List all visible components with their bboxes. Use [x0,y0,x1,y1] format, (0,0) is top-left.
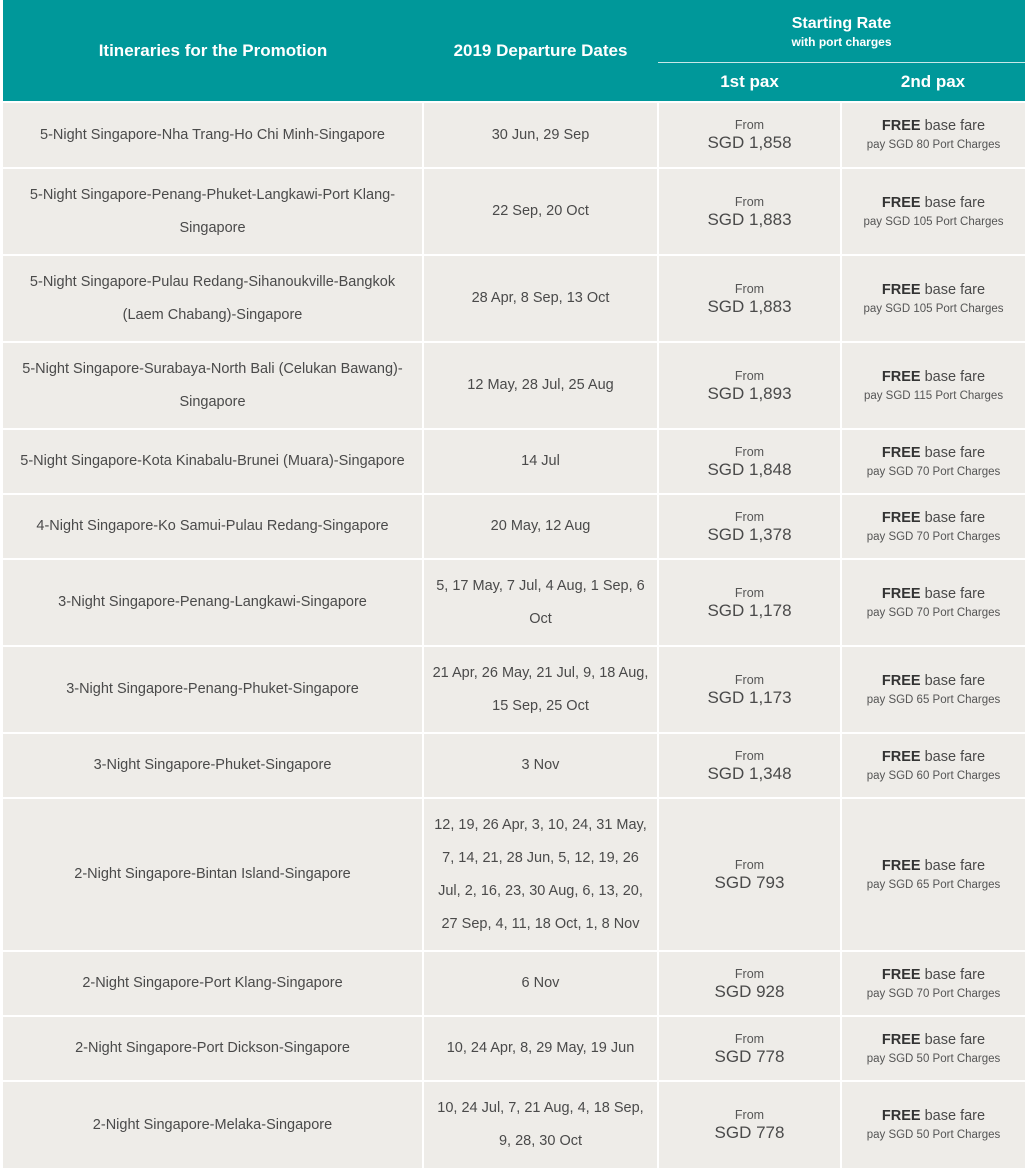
port-charges: pay SGD 50 Port Charges [866,1129,1001,1141]
port-charges: pay SGD 60 Port Charges [866,769,1001,782]
second-pax-cell [841,1016,1025,1081]
free-label: FREE [881,118,921,134]
departure-dates: 10, 24 Jul, 7, 21 Aug, 4, 18 Sep, 9, 28, 30 Oct [437,1100,644,1149]
first-pax-cell [658,1016,841,1081]
free-base-fare [848,856,1019,876]
first-pax-price: SGD 1,883 [707,296,792,316]
itinerary-name: 5-Night Singapore-Nha Trang-Ho Chi Minh-Singapore [40,126,385,143]
from-label: From [734,672,765,687]
port-charges: pay SGD 80 Port Charges [866,139,1001,151]
itinerary-name: 4-Night Singapore-Ko Samui-Pulau Redang-Singapore [36,518,389,534]
base-fare-label: base fare [920,585,986,602]
itinerary-name: 5-Night Singapore-Kota Kinabalu-Brunei (Muara)-Singapore [20,453,405,469]
header-itineraries: Itineraries for the Promotion [3,0,423,102]
free-label: FREE [881,368,921,385]
departure-dates-cell [423,798,658,951]
table-row [3,102,1025,168]
second-pax-cell [841,255,1025,342]
free-base-fare [848,193,1019,213]
from-label: From [734,118,765,132]
first-pax-price: SGD 1,348 [707,763,792,783]
departure-dates-cell [423,733,658,798]
table-header [3,0,1025,102]
itinerary-name: 3-Night Singapore-Phuket-Singapore [93,757,332,773]
itinerary-name: 2-Night Singapore-Bintan Island-Singapore [74,866,351,882]
departure-dates: 21 Apr, 26 May, 21 Jul, 9, 18 Aug, 15 Sep, 25 Oct [432,664,649,714]
free-label: FREE [881,672,921,689]
free-label: FREE [881,444,921,461]
first-pax-cell [658,798,841,951]
first-pax-cell [658,102,841,168]
base-fare-label: base fare [920,118,986,134]
port-charges: pay SGD 70 Port Charges [866,465,1001,478]
from-label: From [734,1108,765,1122]
table-row [3,646,1025,733]
first-pax-cell [658,429,841,494]
starting-rate-subtitle: with port charges [791,34,892,49]
first-pax-cell [658,342,841,429]
itinerary-cell [3,255,423,342]
first-pax-price: SGD 1,173 [707,687,792,707]
first-pax-cell [658,168,841,255]
table-row [3,168,1025,255]
second-pax-cell [841,733,1025,798]
first-pax-cell [658,559,841,646]
free-base-fare [848,747,1019,767]
free-label: FREE [881,509,921,526]
free-label: FREE [881,585,921,602]
table-row [3,1081,1025,1168]
first-pax-price: SGD 928 [714,981,785,1001]
departure-dates-cell [423,102,658,168]
itinerary-cell [3,102,423,168]
free-base-fare [848,508,1019,528]
table-row [3,951,1025,1016]
itinerary-name: 5-Night Singapore-Surabaya-North Bali (Celukan Bawang)-Singapore [22,360,403,410]
base-fare-label: base fare [920,281,986,298]
free-base-fare [848,280,1019,300]
itinerary-name: 3-Night Singapore-Penang-Langkawi-Singapore [58,594,367,610]
base-fare-label: base fare [920,672,986,689]
header-2nd-pax: 2nd pax [841,62,1025,102]
second-pax-cell [841,646,1025,733]
first-pax-price: SGD 793 [714,872,785,892]
header-starting-rate [658,0,1025,62]
first-pax-price: SGD 1,893 [707,383,792,403]
second-pax-cell [841,342,1025,429]
itinerary-cell [3,559,423,646]
departure-dates-cell [423,342,658,429]
free-label: FREE [881,1108,921,1124]
table-row [3,1016,1025,1081]
free-base-fare [848,443,1019,463]
from-label: From [734,585,765,600]
port-charges: pay SGD 105 Port Charges [863,215,1004,228]
from-label: From [734,1031,765,1046]
second-pax-cell [841,494,1025,559]
departure-dates: 12, 19, 26 Apr, 3, 10, 24, 31 May, 7, 14, 21, 28 Jun, 5, 12, 19, 26 Jul, 2, 16, 23, 30 Aug, 6, 13, 20, 27 Sep, 4, 11, 18 Oct, 1, 8 Nov [434,816,647,932]
first-pax-cell [658,494,841,559]
departure-dates-cell [423,559,658,646]
departure-dates-cell [423,429,658,494]
base-fare-label: base fare [920,194,986,211]
departure-dates: 30 Jun, 29 Sep [491,126,590,143]
table-row [3,429,1025,494]
departure-dates: 28 Apr, 8 Sep, 13 Oct [471,290,610,306]
free-label: FREE [881,748,921,765]
from-label: From [734,857,765,872]
departure-dates: 20 May, 12 Aug [490,518,591,534]
itinerary-name: 5-Night Singapore-Penang-Phuket-Langkawi-Port Klang-Singapore [29,186,396,236]
base-fare-label: base fare [920,509,986,526]
base-fare-label: base fare [920,444,986,461]
free-label: FREE [881,194,921,211]
first-pax-cell [658,1081,841,1168]
itinerary-cell [3,733,423,798]
first-pax-cell [658,646,841,733]
port-charges: pay SGD 115 Port Charges [863,389,1004,402]
departure-dates-cell [423,1016,658,1081]
itinerary-cell [3,342,423,429]
from-label: From [734,368,765,383]
free-label: FREE [881,1031,921,1048]
second-pax-cell [841,951,1025,1016]
departure-dates-cell [423,494,658,559]
departure-dates-cell [423,646,658,733]
itinerary-cell [3,494,423,559]
table-body [3,102,1025,1168]
table-row [3,733,1025,798]
free-base-fare [848,367,1019,387]
port-charges: pay SGD 70 Port Charges [866,530,1001,543]
port-charges: pay SGD 50 Port Charges [866,1052,1001,1065]
table-row [3,559,1025,646]
free-base-fare [848,1030,1019,1050]
itinerary-cell [3,168,423,255]
free-label: FREE [881,966,921,983]
first-pax-price: SGD 1,178 [707,600,792,620]
itinerary-name: 5-Night Singapore-Pulau Redang-Sihanoukville-Bangkok (Laem Chabang)-Singapore [29,273,396,323]
free-label: FREE [881,281,921,298]
itinerary-name: 2-Night Singapore-Port Klang-Singapore [82,975,343,991]
second-pax-cell [841,168,1025,255]
from-label: From [734,509,765,524]
from-label: From [734,444,765,459]
departure-dates-cell [423,951,658,1016]
itinerary-cell [3,1081,423,1168]
promotion-table-wrapper [3,0,1025,1168]
header-departure-dates: 2019 Departure Dates [423,0,658,102]
port-charges: pay SGD 65 Port Charges [866,878,1001,891]
port-charges: pay SGD 70 Port Charges [866,606,1001,619]
promotion-table [3,0,1025,1168]
second-pax-cell [841,102,1025,168]
from-label: From [734,281,765,296]
table-row [3,494,1025,559]
itinerary-cell [3,646,423,733]
second-pax-cell [841,1081,1025,1168]
second-pax-cell [841,798,1025,951]
departure-dates-cell [423,168,658,255]
base-fare-label: base fare [920,368,986,385]
first-pax-price: SGD 1,883 [707,209,792,229]
free-base-fare [848,116,1019,136]
port-charges: pay SGD 105 Port Charges [863,302,1004,315]
base-fare-label: base fare [920,1031,986,1048]
itinerary-cell [3,951,423,1016]
free-base-fare [848,671,1019,691]
header-1st-pax: 1st pax [658,62,841,102]
first-pax-price: SGD 1,858 [707,133,792,152]
from-label: From [734,748,765,763]
departure-dates: 6 Nov [521,975,560,991]
departure-dates: 14 Jul [521,453,560,469]
starting-rate-title: Starting Rate [791,14,892,32]
first-pax-price: SGD 778 [714,1046,785,1066]
departure-dates: 12 May, 28 Jul, 25 Aug [467,377,614,393]
itinerary-cell [3,1016,423,1081]
first-pax-price: SGD 1,848 [707,459,792,479]
itinerary-name: 2-Night Singapore-Melaka-Singapore [92,1116,333,1133]
first-pax-price: SGD 1,378 [707,524,792,544]
base-fare-label: base fare [920,966,986,983]
first-pax-cell [658,951,841,1016]
from-label: From [734,966,765,981]
departure-dates: 10, 24 Apr, 8, 29 May, 19 Jun [446,1040,635,1056]
free-base-fare [848,1106,1019,1126]
table-row [3,255,1025,342]
first-pax-cell [658,255,841,342]
departure-dates: 5, 17 May, 7 Jul, 4 Aug, 1 Sep, 6 Oct [436,577,645,627]
base-fare-label: base fare [920,748,986,765]
base-fare-label: base fare [920,1108,986,1124]
base-fare-label: base fare [920,857,986,874]
departure-dates: 3 Nov [521,757,560,773]
itinerary-name: 2-Night Singapore-Port Dickson-Singapore [75,1040,350,1056]
second-pax-cell [841,559,1025,646]
from-label: From [734,194,765,209]
first-pax-cell [658,733,841,798]
table-row [3,342,1025,429]
second-pax-cell [841,429,1025,494]
itinerary-cell [3,798,423,951]
departure-dates-cell [423,1081,658,1168]
departure-dates: 22 Sep, 20 Oct [492,203,589,219]
free-base-fare [848,584,1019,604]
free-label: FREE [881,857,921,874]
departure-dates-cell [423,255,658,342]
table-row [3,798,1025,951]
port-charges: pay SGD 70 Port Charges [866,987,1001,1000]
free-base-fare [848,965,1019,985]
port-charges: pay SGD 65 Port Charges [866,693,1001,706]
itinerary-cell [3,429,423,494]
itinerary-name: 3-Night Singapore-Penang-Phuket-Singapore [66,681,359,697]
first-pax-price: SGD 778 [714,1123,785,1142]
